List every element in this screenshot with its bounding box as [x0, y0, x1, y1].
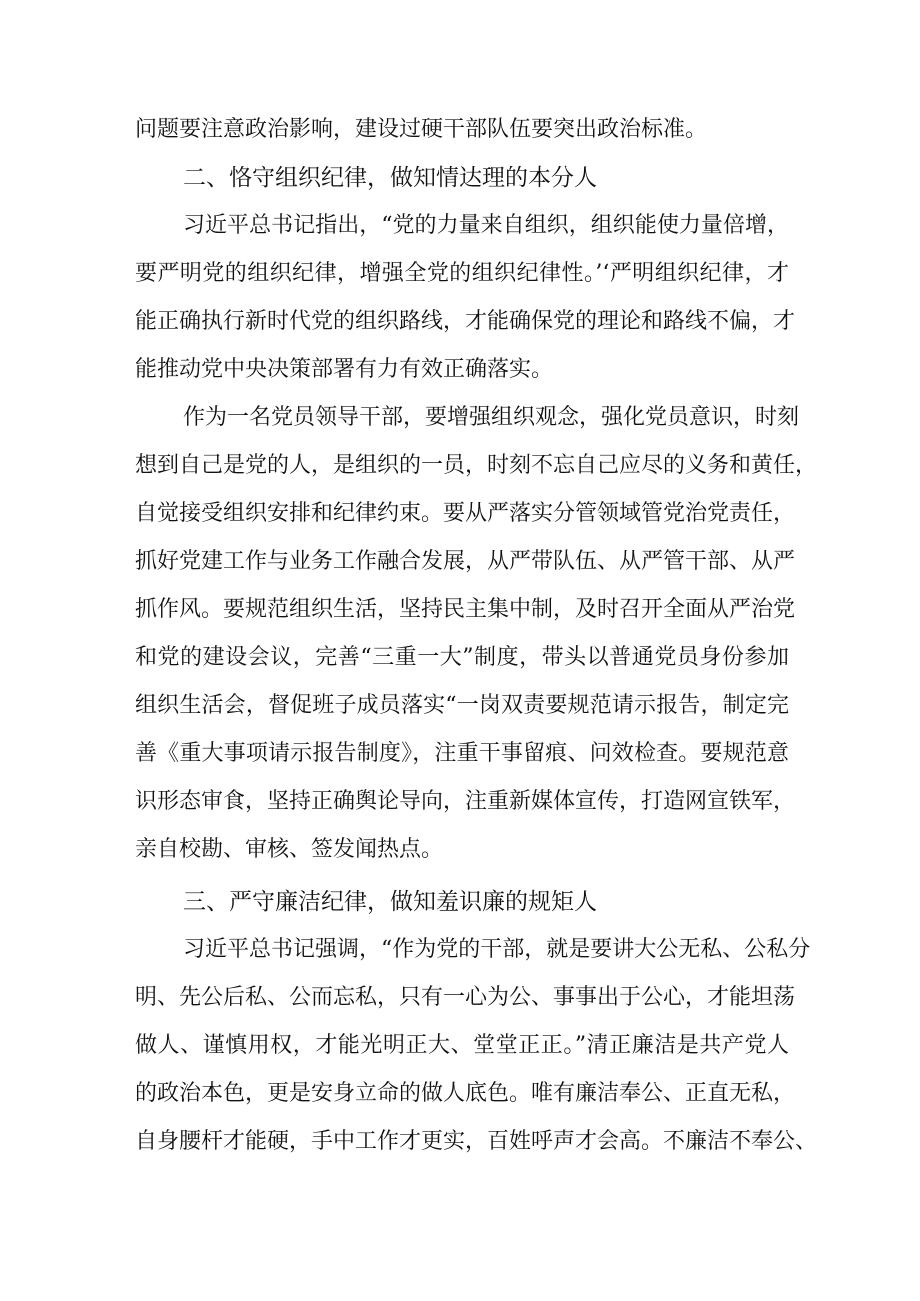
paragraph-line: 能正确执行新时代党的组织路线，才能确保党的理论和路线不偏，才	[135, 309, 796, 334]
section-heading-2: 二、恪守组织纪律，做知情达理的本分人	[183, 165, 597, 191]
paragraph-line: 想到自己是党的人，是组织的一员，时刻不忘自己应尽的义务和黄任，	[135, 453, 818, 478]
paragraph-line: 要严明党的组织纪律，增强全党的组织纪律性。’‘严明组织纪律，才	[135, 261, 789, 286]
paragraph-line: 的政治本色，更是安身立命的做人底色。唯有廉洁奉公、正直无私，	[135, 1081, 796, 1106]
paragraph-line: 问题要注意政治影响，建设过硬干部队伍要突出政治标准。	[135, 117, 708, 142]
paragraph-line: 抓好党建工作与业务工作融合发展，从严带队伍、从严管干部、从严	[135, 549, 796, 574]
paragraph-line: 能推动党中央决策部署有力有效正确落实。	[135, 357, 554, 382]
paragraph-line: 作为一名党员领导干部，要增强组织观念，强化党员意识，时刻	[183, 405, 800, 430]
paragraph-line: 抓作风。要规范组织生活，坚持民主集中制，及时召开全面从严治党	[135, 597, 796, 622]
section-heading-3: 三、严守廉洁纪律，做知羞识廉的规矩人	[183, 889, 597, 915]
paragraph-line: 组织生活会，督促班子成员落实“一岗双责要规范请示报告，制定完	[135, 693, 789, 718]
paragraph-line: 亲自校勘、审核、签发闻热点。	[135, 837, 444, 862]
paragraph-line: 做人、谨慎用权，才能光明正大、堂堂正正。”清正廉洁是共产党人	[135, 1033, 789, 1058]
paragraph-line: 自觉接受组织安排和纪律约束。要从严落实分管领域管党治党责任，	[135, 501, 796, 526]
paragraph-line: 习近平总书记指出，“党的力量来自组织，组织能使力量倍增，	[183, 213, 789, 238]
paragraph-line: 明、先公后私、公而忘私，只有一心为公、事事出于公心，才能坦荡	[135, 985, 796, 1010]
paragraph-line: 识形态审食，坚持正确舆论导向，注重新媒体宣传，打造网宣铁军，	[135, 789, 796, 814]
paragraph-line: 和党的建设会议，完善“三重一大”制度，带头以普通党员身份参加	[135, 645, 789, 670]
paragraph-line: 自身腰杆才能硬，手中工作才更实，百姓呼声才会高。不廉洁不奉公、	[135, 1129, 818, 1154]
paragraph-line: 善《重大事项请示报告制度》，注重干事留痕、问效检查。要规范意	[135, 741, 789, 766]
paragraph-line: 习近平总书记强调，“作为党的干部，就是要讲大公无私、公私分	[183, 937, 811, 962]
